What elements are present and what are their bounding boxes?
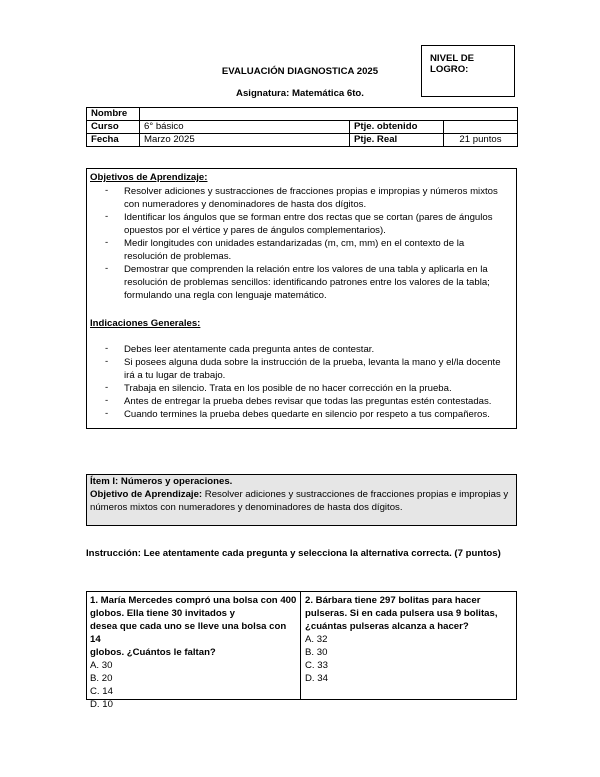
- text-line: globos. Ella tiene 30 invitados y: [90, 608, 236, 619]
- text-line: 1. María Mercedes compró una bolsa con 400: [90, 595, 297, 606]
- text-line: Si posees alguna duda sobre la instrucción de la prueba, levanta la mano y el/la docente: [124, 357, 501, 368]
- curso-value: 6° básico: [140, 121, 350, 134]
- nivel-de-logro-label: NIVEL DE LOGRO:: [430, 53, 475, 75]
- text-line: Trabaja en silencio. Trata en los posible de no hacer corrección en la prueba.: [124, 383, 452, 394]
- nombre-field[interactable]: [140, 108, 518, 121]
- text-line: resolución de problemas.: [124, 251, 232, 262]
- item-objective-continued: números mixtos con numeradores y denominadores de hasta dos dígitos.: [90, 502, 403, 513]
- text-line: Antes de entregar la prueba debes revisar que todas las preguntas estén contestadas.: [124, 396, 492, 407]
- table-row: [87, 121, 518, 134]
- text-line: Cuando termines la prueba debes quedarte en silencio por respeto a tus compañeros.: [124, 409, 490, 420]
- bullet-dash: -: [105, 408, 109, 419]
- text-line: ¿cuántas pulseras alcanza a hacer?: [305, 621, 469, 632]
- ptje-obtenido-label: Ptje. obtenido: [350, 121, 444, 134]
- exam-title: EVALUACIÓN DIAGNOSTICA 2025: [221, 66, 379, 77]
- question-stem: [90, 594, 298, 659]
- text-line: Demostrar que comprenden la relación entre los valores de una tabla y aplicarla en la: [124, 264, 488, 275]
- option-d[interactable]: D. 10: [90, 699, 113, 710]
- questions-grid: [86, 591, 517, 710]
- text-line: Medir longitudes con unidades estandarizadas (m, cm, mm) en el contexto de la: [124, 238, 465, 249]
- text-line: pulseras. Si en cada pulsera usa 9 bolitas,: [305, 608, 498, 619]
- bullet-dash: -: [105, 343, 109, 354]
- question-1: [90, 594, 298, 711]
- objetivos-title: Objetivos de Aprendizaje:: [90, 172, 208, 183]
- bullet-dash: -: [105, 395, 109, 406]
- bullet-dash: -: [105, 211, 109, 222]
- ptje-real-label: Ptje. Real: [350, 134, 444, 147]
- option-b[interactable]: B. 20: [90, 673, 113, 684]
- item-objective-label: Objetivo de Aprendizaje:: [90, 489, 203, 500]
- text-line: irá a tu lugar de trabajo.: [124, 370, 226, 381]
- list-item-text: [124, 343, 513, 356]
- item-title: Ítem I: Números y operaciones.: [90, 476, 233, 487]
- table-row: [87, 134, 518, 147]
- indicaciones-title: Indicaciones Generales:: [90, 318, 201, 329]
- curso-label: Curso: [87, 121, 140, 134]
- table-row: [87, 108, 518, 121]
- question-stem: [305, 594, 513, 633]
- text-line: con numeradores y denominadores de hasta dos dígitos.: [124, 199, 367, 210]
- list-item-text: [124, 395, 513, 408]
- option-d[interactable]: D. 34: [305, 673, 328, 684]
- option-c[interactable]: C. 33: [305, 660, 328, 671]
- bullet-dash: -: [105, 356, 109, 367]
- bullet-dash: -: [105, 185, 109, 196]
- text-line: globos. ¿Cuántos le faltan?: [90, 647, 216, 658]
- option-a[interactable]: A. 30: [90, 660, 113, 671]
- text-line: resolución de problemas sencillos: identificando patrones entre los valores de la tabla;: [124, 277, 490, 288]
- item-objective: [90, 488, 513, 501]
- option-c[interactable]: C. 14: [90, 686, 113, 697]
- list-item-text: [124, 185, 513, 211]
- fecha-label: Fecha: [87, 134, 140, 147]
- option-a[interactable]: A. 32: [305, 634, 328, 645]
- list-item-text: [124, 408, 513, 421]
- text-line: opuestos por el vértice y pares de ángulos complementarios).: [124, 225, 386, 236]
- item-section-box: [86, 474, 517, 526]
- nombre-label: Nombre: [87, 108, 140, 121]
- question-2: [305, 594, 513, 685]
- option-b[interactable]: B. 30: [305, 647, 328, 658]
- text-line: Debes leer atentamente cada pregunta antes de contestar.: [124, 344, 375, 355]
- bullet-dash: -: [105, 263, 109, 274]
- list-item-text: [124, 356, 513, 382]
- instruction-text: Instrucción: Lee atentamente cada pregunta y selecciona la alternativa correcta. (7 puntos): [86, 548, 501, 559]
- bullet-dash: -: [105, 237, 109, 248]
- text-line: Identificar los ángulos que se forman entre dos rectas que se cortan (pares de ángulos: [124, 212, 493, 223]
- list-item-text: [124, 382, 513, 395]
- column-divider: [300, 592, 301, 699]
- text-line: Resolver adiciones y sustracciones de fracciones propias e impropias y números mixtos: [124, 186, 498, 197]
- text-line: formulando una regla con lenguaje matemático.: [124, 290, 327, 301]
- ptje-obtenido-field[interactable]: [444, 121, 518, 134]
- list-item-text: [124, 211, 513, 237]
- subject-line: Asignatura: Matemática 6to.: [236, 88, 364, 99]
- fecha-value: Marzo 2025: [140, 134, 350, 147]
- list-item-text: [124, 237, 513, 263]
- objectives-box: [86, 168, 517, 429]
- list-item-text: [124, 263, 513, 302]
- ptje-real-value: 21 puntos: [444, 134, 518, 147]
- item-objective-text: Resolver adiciones y sustracciones de fracciones propias e impropias y: [202, 489, 509, 500]
- bullet-dash: -: [105, 382, 109, 393]
- student-info-table: [86, 107, 518, 147]
- text-line: desea que cada uno se lleve una bolsa con 14: [90, 621, 287, 645]
- text-line: 2. Bárbara tiene 297 bolitas para hacer: [305, 595, 481, 606]
